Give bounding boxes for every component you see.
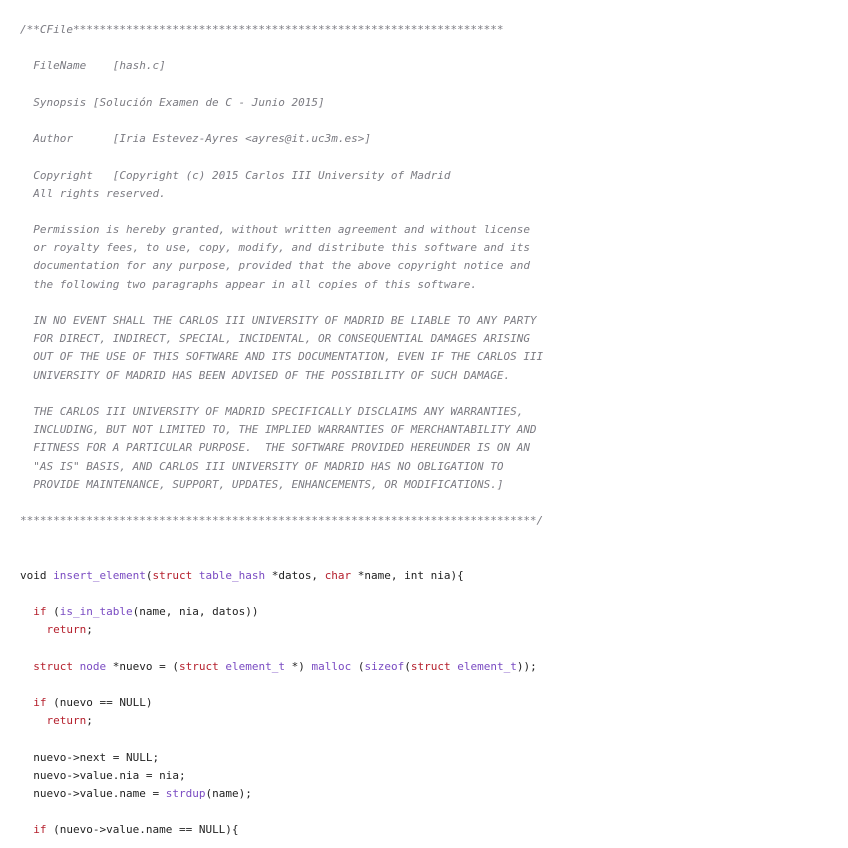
code-line bbox=[20, 530, 848, 548]
code-text: nuevo->value.nia = nia; bbox=[20, 768, 186, 782]
code-line bbox=[20, 821, 848, 839]
code-line bbox=[20, 585, 848, 603]
code-text: )); bbox=[516, 659, 537, 673]
code-comment: FOR DIRECT, INDIRECT, SPECIAL, INCIDENTAL, OR CONSEQUENTIAL DAMAGES ARISING bbox=[20, 332, 530, 346]
code-function-name: malloc bbox=[311, 659, 352, 673]
code-comment: INCLUDING, BUT NOT LIMITED TO, THE IMPLIED WARRANTIES OF MERCHANTABILITY AND bbox=[20, 423, 537, 437]
code-comment: PROVIDE MAINTENANCE, SUPPORT, UPDATES, ENHANCEMENTS, OR MODIFICATIONS.] bbox=[20, 477, 504, 491]
code-text: void bbox=[20, 568, 54, 582]
code-keyword: if bbox=[33, 695, 47, 709]
code-text: ( bbox=[46, 605, 60, 618]
code-line bbox=[20, 276, 848, 294]
code-type-name: node bbox=[79, 659, 107, 673]
code-line bbox=[20, 330, 848, 348]
code-text bbox=[20, 714, 47, 727]
code-comment: Author [Iria Estevez-Ayres <ayres@it.uc3m.es>] bbox=[20, 132, 371, 146]
code-line bbox=[20, 458, 848, 476]
code-text bbox=[20, 823, 33, 836]
code-keyword: struct bbox=[152, 568, 193, 582]
code-line bbox=[20, 257, 848, 275]
code-keyword: return bbox=[46, 623, 87, 637]
code-text bbox=[192, 569, 199, 582]
code-comment: ******************************************************************************/ bbox=[20, 514, 544, 528]
code-text: ( bbox=[145, 568, 153, 582]
code-line bbox=[20, 712, 848, 730]
code-line bbox=[20, 185, 848, 203]
code-comment: FileName [hash.c] bbox=[20, 59, 166, 73]
code-text: *datos, bbox=[265, 568, 325, 582]
code-text bbox=[20, 623, 47, 636]
code-line bbox=[20, 512, 848, 530]
code-text: (nuevo->value.name == NULL){ bbox=[46, 823, 239, 837]
code-keyword: struct bbox=[410, 659, 451, 673]
code-line bbox=[20, 167, 848, 185]
code-text: ; bbox=[86, 623, 93, 637]
code-comment: OUT OF THE USE OF THIS SOFTWARE AND ITS DOCUMENTATION, EVEN IF THE CARLOS III bbox=[20, 350, 544, 364]
code-line bbox=[20, 39, 848, 57]
code-keyword: char bbox=[324, 568, 352, 582]
code-line bbox=[20, 57, 848, 75]
code-text bbox=[73, 660, 80, 673]
code-line bbox=[20, 421, 848, 439]
code-function-name: insert_element bbox=[53, 568, 146, 582]
code-line bbox=[20, 567, 848, 585]
code-line bbox=[20, 367, 848, 385]
code-line bbox=[20, 439, 848, 457]
code-comment: IN NO EVENT SHALL THE CARLOS III UNIVERSITY OF MADRID BE LIABLE TO ANY PARTY bbox=[20, 314, 537, 327]
code-line bbox=[20, 730, 848, 748]
code-comment: THE CARLOS III UNIVERSITY OF MADRID SPECIFICALLY DISCLAIMS ANY WARRANTIES, bbox=[20, 404, 524, 418]
code-keyword: if bbox=[33, 823, 47, 837]
code-line bbox=[20, 676, 848, 694]
code-text: ( bbox=[404, 659, 411, 673]
code-comment: Synopsis [Solución Examen de C - Junio 2015] bbox=[20, 95, 325, 109]
code-comment: documentation for any purpose, provided that the above copyright notice and bbox=[20, 259, 530, 273]
code-type-name: element_t bbox=[225, 659, 285, 673]
code-text: nuevo->next = NULL; bbox=[20, 750, 160, 764]
code-text bbox=[20, 696, 33, 709]
code-text: *name, int nia){ bbox=[351, 568, 464, 582]
code-line bbox=[20, 348, 848, 366]
code-function-name: is_in_table bbox=[59, 605, 133, 618]
code-comment: FITNESS FOR A PARTICULAR PURPOSE. THE SOFTWARE PROVIDED HEREUNDER IS ON AN bbox=[20, 441, 530, 455]
code-line bbox=[20, 403, 848, 421]
code-text: (name, nia, datos)) bbox=[132, 605, 259, 618]
code-line bbox=[20, 385, 848, 403]
code-line bbox=[20, 148, 848, 166]
code-line bbox=[20, 112, 848, 130]
code-line bbox=[20, 694, 848, 712]
code-view bbox=[20, 21, 848, 839]
code-keyword: return bbox=[46, 714, 87, 728]
code-line bbox=[20, 749, 848, 767]
code-text: (nuevo == NULL) bbox=[46, 695, 153, 709]
code-text: (name); bbox=[205, 786, 252, 800]
code-line bbox=[20, 785, 848, 803]
code-line bbox=[20, 603, 848, 621]
code-text: *nuevo = ( bbox=[106, 659, 179, 673]
code-text bbox=[20, 660, 33, 673]
code-line bbox=[20, 76, 848, 94]
code-function-name: strdup bbox=[165, 786, 206, 800]
code-comment: the following two paragraphs appear in all copies of this software. bbox=[20, 277, 477, 291]
code-line bbox=[20, 767, 848, 785]
code-keyword: struct bbox=[33, 659, 73, 673]
code-comment: Permission is hereby granted, without written agreement and without license bbox=[20, 223, 530, 237]
code-text: ( bbox=[351, 659, 365, 673]
code-line bbox=[20, 548, 848, 566]
code-line bbox=[20, 21, 848, 39]
code-line bbox=[20, 294, 848, 312]
code-keyword: struct bbox=[178, 659, 219, 673]
code-keyword: if bbox=[33, 605, 47, 618]
code-line bbox=[20, 658, 848, 676]
code-text: nuevo->value.name = bbox=[20, 786, 166, 800]
code-type-name: element_t bbox=[457, 659, 517, 673]
code-line bbox=[20, 494, 848, 512]
code-line bbox=[20, 94, 848, 112]
code-comment: UNIVERSITY OF MADRID HAS BEEN ADVISED OF THE POSSIBILITY OF SUCH DAMAGE. bbox=[20, 368, 511, 382]
code-line bbox=[20, 221, 848, 239]
code-text: *) bbox=[284, 659, 312, 673]
code-comment: /**CFile***************************************************************** bbox=[20, 23, 504, 36]
code-line bbox=[20, 239, 848, 257]
code-line bbox=[20, 639, 848, 657]
code-line bbox=[20, 312, 848, 330]
code-line bbox=[20, 621, 848, 639]
code-function-name: sizeof bbox=[364, 659, 405, 673]
code-line bbox=[20, 203, 848, 221]
code-text bbox=[20, 605, 33, 618]
code-comment: or royalty fees, to use, copy, modify, and distribute this software and its bbox=[20, 241, 530, 255]
code-text: ; bbox=[86, 714, 93, 728]
code-comment: Copyright [Copyright (c) 2015 Carlos III University of Madrid bbox=[20, 168, 451, 182]
code-line bbox=[20, 476, 848, 494]
code-comment: "AS IS" BASIS, AND CARLOS III UNIVERSITY OF MADRID HAS NO OBLIGATION TO bbox=[20, 459, 504, 473]
code-line bbox=[20, 130, 848, 148]
code-line bbox=[20, 803, 848, 821]
code-comment: All rights reserved. bbox=[20, 186, 166, 200]
code-type-name: table_hash bbox=[198, 568, 266, 582]
